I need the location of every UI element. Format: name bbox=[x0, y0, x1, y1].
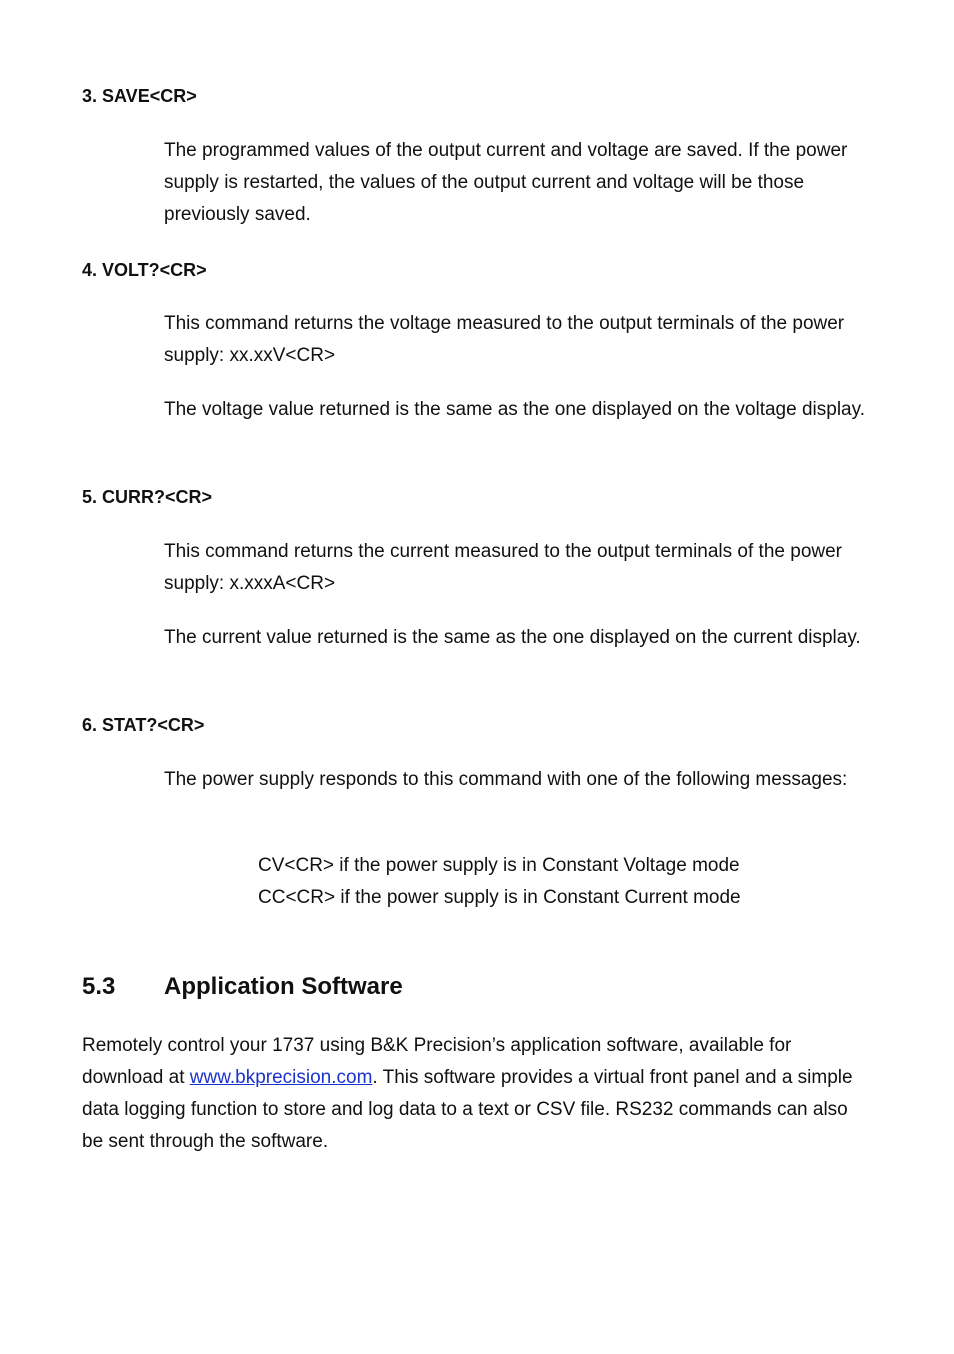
mode-line-cv: CV<CR> if the power supply is in Constant Voltage mode bbox=[258, 855, 740, 876]
stat-description: The power supply responds to this command with one of the following messages: bbox=[164, 769, 848, 790]
section-heading bbox=[82, 970, 403, 1004]
curr-display-note: The current value returned is the same as the one displayed on the current display. bbox=[164, 627, 861, 648]
section-number: 5.3 bbox=[82, 973, 116, 1000]
section-title: Application Software bbox=[164, 973, 403, 1000]
bkprecision-link[interactable]: www.bkprecision.com bbox=[189, 1067, 373, 1088]
command-heading-curr: 5. CURR?<CR> bbox=[82, 487, 213, 507]
application-software-paragraph bbox=[82, 1030, 872, 1158]
paragraph-text-before-link: Remotely control your 1737 using B&K Precision’s application software, available for download at bbox=[82, 1035, 792, 1088]
save-description: The programmed values of the output current and voltage are saved. If the power supply is restarted, the values of the output current and voltage will be those previously saved. bbox=[164, 140, 848, 225]
volt-display-note: The voltage value returned is the same as the one displayed on the voltage display. bbox=[164, 399, 865, 420]
volt-description: This command returns the voltage measured to the output terminals of the power supply: xx.xxV<CR> bbox=[164, 313, 845, 366]
command-heading-stat: 6. STAT?<CR> bbox=[82, 715, 205, 735]
mode-line-cc: CC<CR> if the power supply is in Constant Current mode bbox=[258, 887, 741, 908]
curr-description: This command returns the current measured to the output terminals of the power supply: x.xxxA<CR> bbox=[164, 541, 842, 594]
command-heading-save: 3. SAVE<CR> bbox=[82, 86, 197, 106]
command-heading-volt: 4. VOLT?<CR> bbox=[82, 260, 207, 280]
paragraph-text-after-link: . This software provides a virtual front panel and a simple data logging function to store and log data to a text or CSV file. RS232 commands can also be sent through the software. bbox=[82, 1067, 853, 1152]
